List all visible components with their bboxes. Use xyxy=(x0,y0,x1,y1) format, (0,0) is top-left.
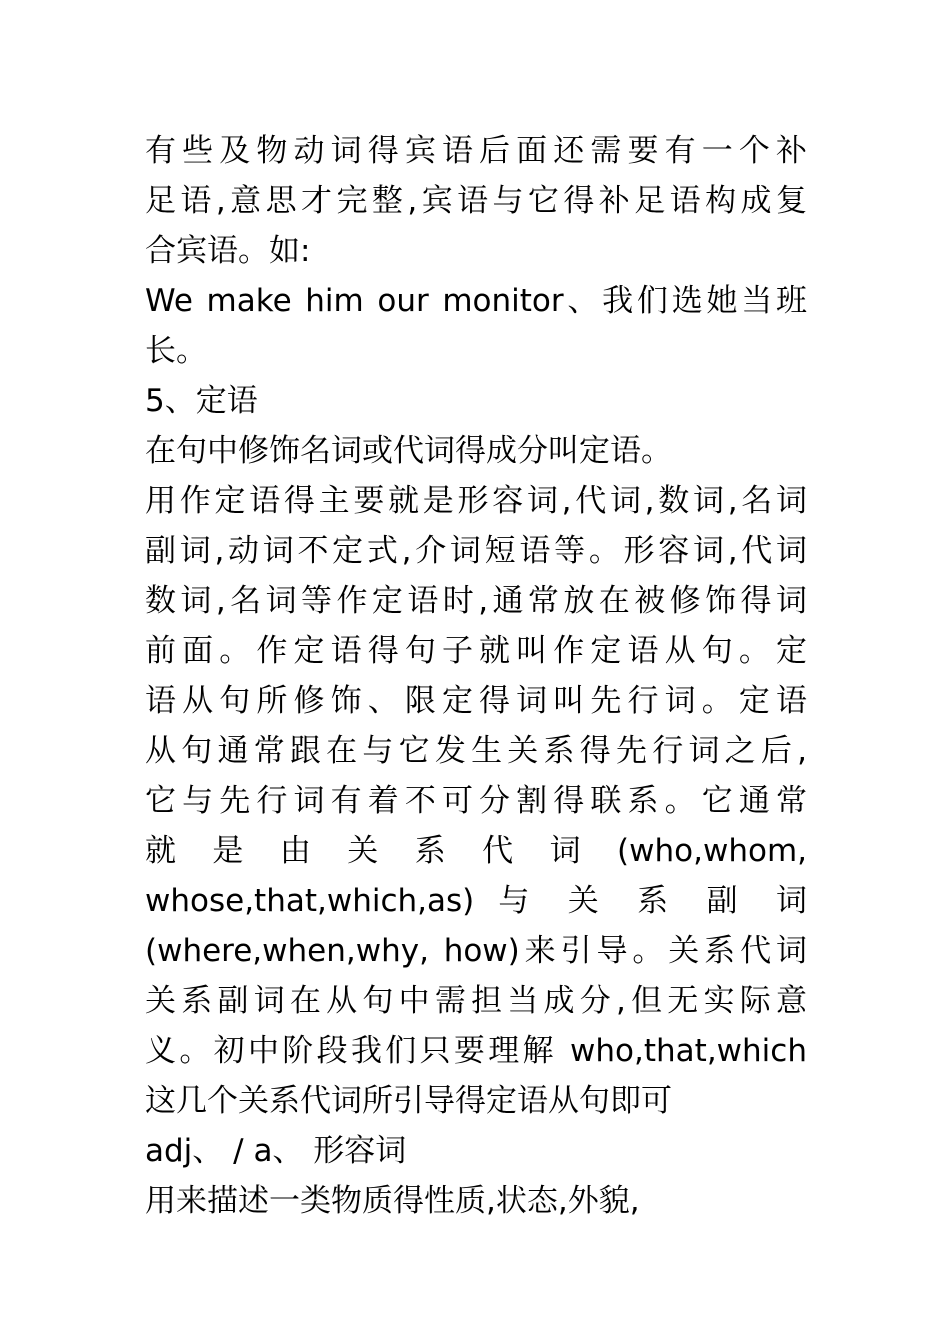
text-line: 关系副词在从句中需担当成分,但无实际意 xyxy=(145,983,807,1019)
text-line: 足语,意思才完整,宾语与它得补足语构成复 xyxy=(145,183,807,219)
text-line: 副词,动词不定式,介词短语等。形容词,代词 xyxy=(145,533,807,569)
text-line: 用作定语得主要就是形容词,代词,数词,名词 xyxy=(145,483,807,519)
text-line: 用来描述一类物质得性质,状态,外貌, xyxy=(145,1183,640,1219)
text-line: 有些及物动词得宾语后面还需要有一个补 xyxy=(145,133,807,169)
text-line: 这几个关系代词所引导得定语从句即可 xyxy=(145,1083,672,1119)
text-line: 前面。作定语得句子就叫作定语从句。定 xyxy=(145,633,807,669)
text-line: 语从句所修饰、限定得词叫先行词。定语 xyxy=(145,683,807,719)
document-body xyxy=(145,126,807,1226)
text-line: We make him our monitor、我们选她当班 xyxy=(145,283,807,319)
text-line: 从句通常跟在与它发生关系得先行词之后, xyxy=(145,733,807,769)
text-line: 就 是 由 关 系 代 词 (who,whom, xyxy=(145,833,807,869)
text-line: adj、 / a、 形容词 xyxy=(145,1133,407,1169)
text-line: 长。 xyxy=(145,333,207,369)
text-line: whose,that,which,as) 与 关 系 副 词 xyxy=(145,883,807,919)
text-line: 数词,名词等作定语时,通常放在被修饰得词 xyxy=(145,583,807,619)
text-line: 合宾语。如: xyxy=(145,233,311,269)
text-line: 在句中修饰名词或代词得成分叫定语。 xyxy=(145,433,672,469)
text-line: 它与先行词有着不可分割得联系。它通常 xyxy=(145,783,807,819)
text-line: (where,when,why, how)来引导。关系代词 xyxy=(145,933,807,969)
section-heading: 5、定语 xyxy=(145,383,258,419)
text-line: 义。初中阶段我们只要理解 who,that,which xyxy=(145,1033,807,1069)
